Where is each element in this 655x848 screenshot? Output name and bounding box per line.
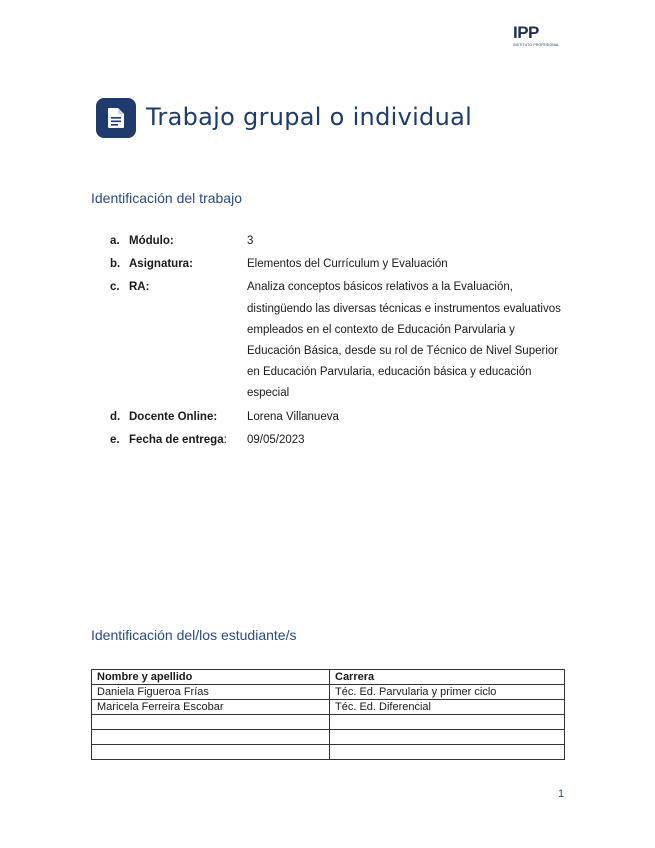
item-label: RA: xyxy=(129,281,150,294)
header-career: Carrera xyxy=(330,670,565,685)
students-section-title: Identificación del/los estudiante/s xyxy=(91,627,297,643)
info-row-teacher xyxy=(110,407,570,428)
item-value: 3 xyxy=(247,235,254,247)
item-label: Módulo: xyxy=(129,235,174,247)
student-career xyxy=(330,715,565,730)
page-number: 1 xyxy=(558,788,565,800)
item-letter: d. xyxy=(110,410,121,423)
item-letter: c. xyxy=(110,281,120,294)
item-label: Asignatura: xyxy=(129,258,193,271)
student-career: Téc. Ed. Parvularia y primer ciclo xyxy=(330,685,565,700)
item-label xyxy=(129,430,247,451)
item-value: 09/05/2023 xyxy=(247,433,305,446)
header-name: Nombre y apellido xyxy=(92,670,330,685)
student-career: Téc. Ed. Diferencial xyxy=(330,700,565,715)
item-value: Lorena Villanueva xyxy=(247,410,339,423)
students-table xyxy=(91,669,565,760)
document-icon xyxy=(96,98,136,138)
table-header-row xyxy=(92,670,565,685)
work-info-list xyxy=(110,231,570,451)
student-name xyxy=(92,745,330,760)
info-row-ra xyxy=(110,277,570,404)
item-label-text: Fecha de entrega xyxy=(129,433,224,446)
table-row xyxy=(92,730,565,745)
item-letter: b. xyxy=(110,258,121,271)
student-name xyxy=(92,730,330,745)
item-value: Elementos del Currículum y Evaluación xyxy=(247,258,448,271)
student-name: Daniela Figueroa Frías xyxy=(92,685,330,700)
info-row-subject xyxy=(110,254,570,275)
table-row xyxy=(92,700,565,715)
table-row xyxy=(92,715,565,730)
info-row-due-date xyxy=(110,430,570,451)
student-career xyxy=(330,745,565,760)
table-row xyxy=(92,685,565,700)
page-title: Trabajo grupal o individual xyxy=(146,103,473,131)
item-label-suffix: : xyxy=(223,433,227,446)
student-name: Maricela Ferreira Escobar xyxy=(92,700,330,715)
logo-subtext: INSTITUTO PROFESIONAL xyxy=(513,43,560,47)
item-label: Docente Online: xyxy=(129,410,218,423)
logo-text: IPP xyxy=(513,23,539,42)
student-name xyxy=(92,715,330,730)
info-row-module xyxy=(110,231,570,252)
item-value: Analiza conceptos básicos relativos a la Evaluación, distingüendo las diversas técnicas e instrumentos evaluativos empleados en el contexto de Educación Parvularia y Educación Básica, desde su rol de Técnico de Nivel Superior en Educación Parvularia, educación básica y educación especial xyxy=(247,281,561,400)
ipp-logo xyxy=(513,23,560,50)
item-letter: e. xyxy=(110,433,120,446)
item-letter: a. xyxy=(110,235,120,247)
student-career xyxy=(330,730,565,745)
work-section-title: Identificación del trabajo xyxy=(91,190,242,206)
table-row xyxy=(92,745,565,760)
